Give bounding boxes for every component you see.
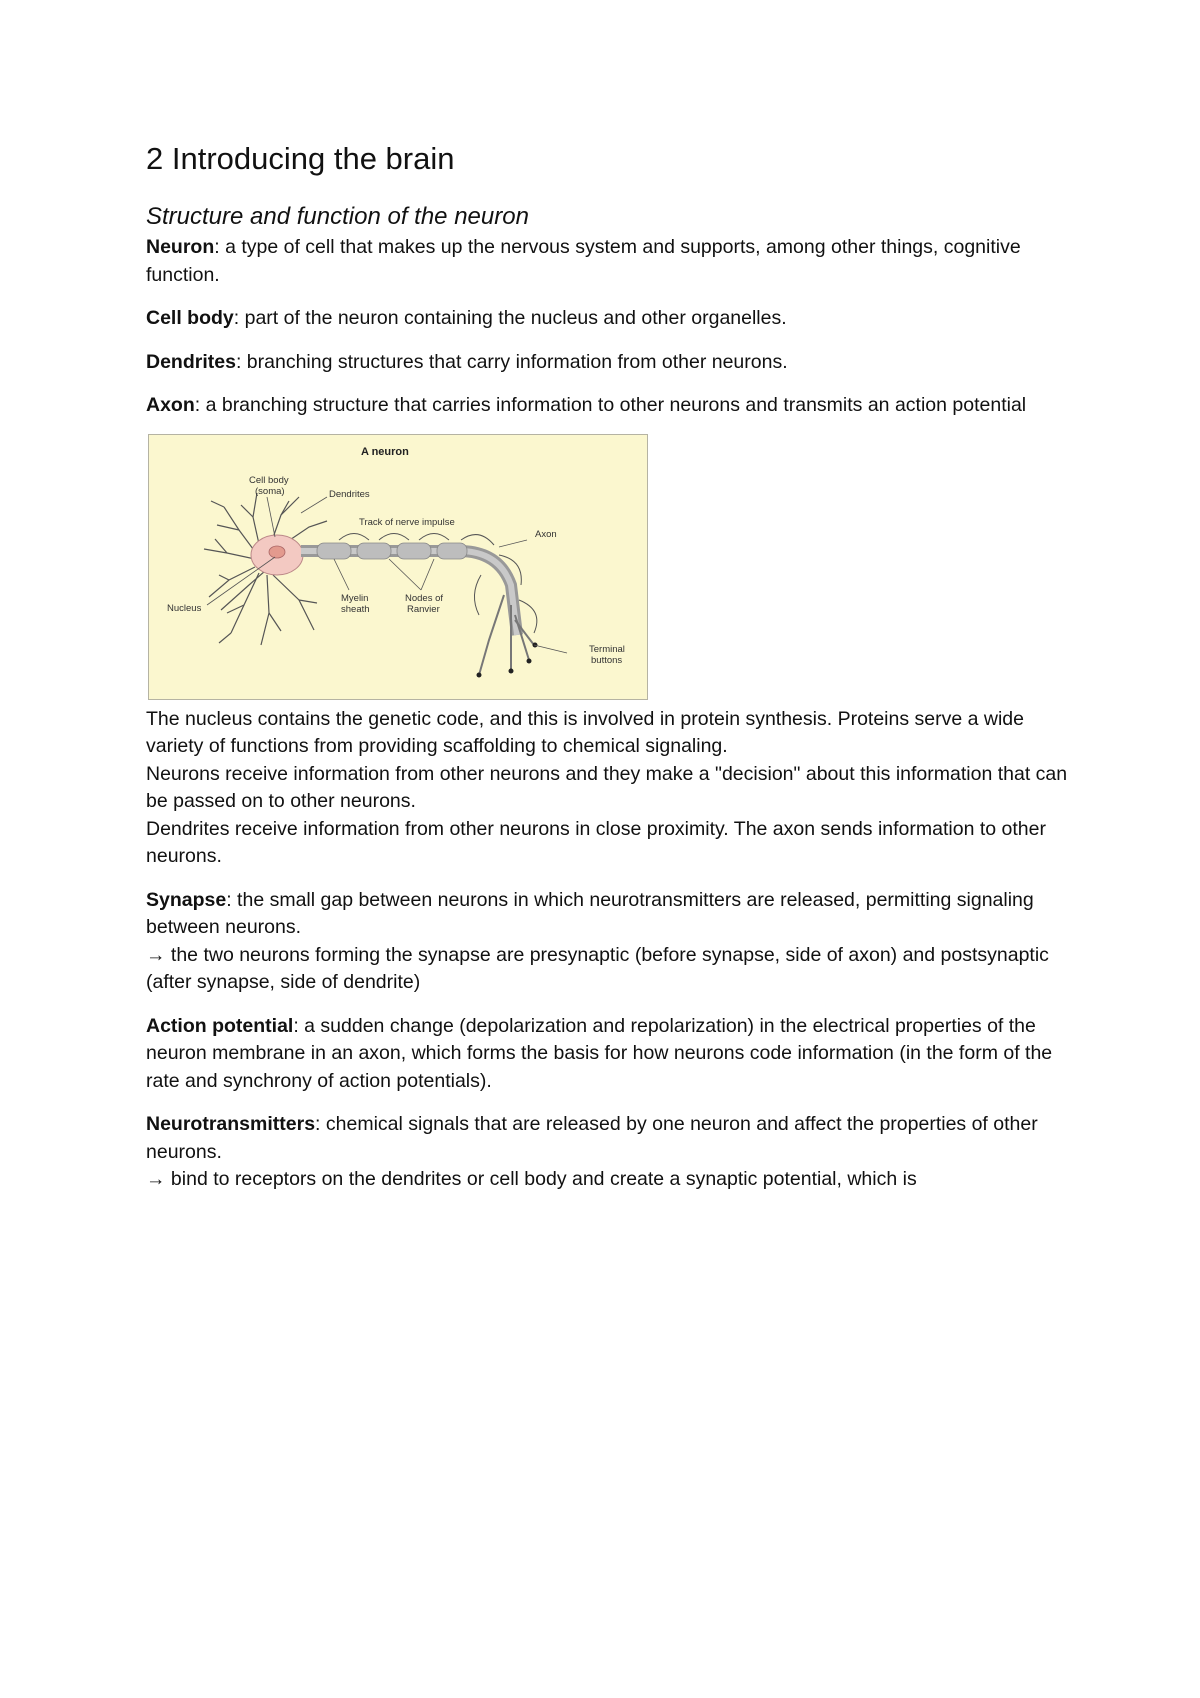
document-content	[146, 140, 1076, 1210]
term-action-potential: Action potential	[146, 1014, 294, 1037]
definition-text: : the small gap between neurons in which neurotransmitters are released, permitting signaling between neurons.	[146, 888, 1034, 938]
label-nucleus: Nucleus	[167, 602, 202, 614]
definition-neurotransmitters	[146, 1111, 1076, 1194]
synapse-note: the two neurons forming the synapse are presynaptic (before synapse, side of axon) and postsynaptic (after synapse, side of dendrite)	[146, 943, 1049, 993]
label-dendrites: Dendrites	[329, 488, 370, 500]
label-terminal-2: buttons	[591, 654, 623, 666]
neurotransmitters-note: bind to receptors on the dendrites or cell body and create a synaptic potential, which is	[165, 1168, 917, 1190]
definition-text: : chemical signals that are released by one neuron and affect the properties of other neurons.	[146, 1113, 1038, 1163]
axon-terminal-branches	[479, 595, 534, 675]
neuron-diagram	[148, 434, 648, 700]
label-track-impulse: Track of nerve impulse	[359, 516, 455, 528]
definition-axon	[146, 392, 1076, 420]
term-neuron: Neuron	[146, 236, 215, 258]
label-nodes-2: Ranvier	[407, 603, 440, 615]
definition-action-potential	[146, 1013, 1076, 1096]
term-neurotransmitters: Neurotransmitters	[146, 1113, 316, 1135]
label-axon: Axon	[535, 528, 557, 540]
section-subtitle: Structure and function of the neuron	[146, 203, 529, 230]
page-title: 2 Introducing the brain	[146, 141, 455, 176]
definition-synapse	[146, 887, 1076, 997]
definition-neuron	[146, 234, 1076, 289]
label-terminal-1: Terminal	[589, 643, 625, 655]
definition-text: : branching structures that carry information from other neurons.	[235, 350, 788, 373]
paragraph-nucleus: The nucleus contains the genetic code, and this is involved in protein synthesis. Proteins serve a wide variety of functions from providing scaffolding to chemical signaling.	[146, 707, 1024, 757]
definition-dendrites	[146, 349, 1076, 377]
figure-title: A neuron	[361, 445, 409, 458]
paragraph-dendrites-receive: Dendrites receive information from other neurons in close proximity. The axon sends information to other neurons.	[146, 817, 1046, 867]
neuron-illustration	[149, 435, 647, 699]
term-dendrites: Dendrites	[146, 350, 236, 373]
definition-text: : a type of cell that makes up the nervous system and supports, among other things, cognitive function.	[146, 236, 1021, 286]
term-cell-body: Cell body	[146, 307, 234, 329]
definition-cell-body	[146, 305, 1076, 333]
label-myelin-2: sheath	[341, 603, 370, 615]
paragraph-receive: Neurons receive information from other neurons and they make a "decision" about this information that can be passed on to other neurons.	[146, 762, 1068, 812]
terminal-buttons-shape	[477, 642, 538, 677]
definition-text: : a sudden change (depolarization and repolarization) in the electrical properties of the neuron membrane in an axon, which forms the basis for how neurons code information (in the form of the rate and synchrony of action potentials).	[146, 1014, 1053, 1092]
arrow-icon: →	[146, 943, 166, 966]
label-cell-body: Cell body	[249, 474, 289, 486]
definition-text: : a branching structure that carries information to other neurons and transmits an action potential	[194, 394, 1027, 416]
term-axon: Axon	[146, 394, 195, 416]
term-synapse: Synapse	[146, 888, 227, 911]
label-myelin-1: Myelin	[341, 592, 369, 604]
arrow-icon: →	[146, 1168, 166, 1190]
label-soma: (soma)	[255, 485, 285, 497]
nucleus-shape	[269, 546, 285, 558]
definition-text: : part of the neuron containing the nucleus and other organelles.	[233, 307, 787, 329]
label-nodes-1: Nodes of	[405, 592, 444, 604]
